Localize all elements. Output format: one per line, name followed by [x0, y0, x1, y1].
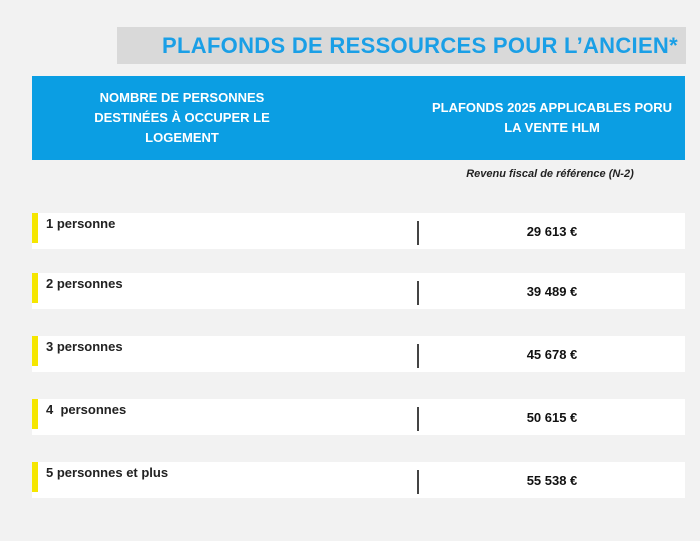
row-divider: [417, 221, 419, 245]
row-marker: [32, 462, 38, 492]
subnote: Revenu fiscal de référence (N-2): [466, 168, 634, 180]
header-persons: NOMBRE DE PERSONNES DESTINÉES À OCCUPER LE LOGEMENT: [94, 90, 270, 145]
row-label: 5 personnes et plus: [46, 465, 169, 480]
row-label: 3 personnes: [46, 339, 123, 354]
row-divider: [417, 470, 419, 494]
table-header: [32, 76, 685, 160]
row-value: 50 615 €: [526, 409, 578, 425]
header-ceilings: PLAFONDS 2025 APPLICABLES PORU LA VENTE HLM: [431, 100, 673, 135]
row-label: 2 personnes: [46, 276, 123, 291]
table-row: [32, 213, 685, 249]
page-title: PLAFONDS DE RESSOURCES POUR L’ANCIEN*: [162, 32, 678, 58]
row-value: 29 613 €: [526, 223, 578, 239]
row-label: 4 personnes: [46, 402, 127, 417]
row-divider: [417, 344, 419, 368]
row-marker: [32, 273, 38, 303]
row-marker: [32, 399, 38, 429]
table-row: [32, 273, 685, 309]
table-row: [32, 462, 685, 498]
title-bar: [117, 27, 686, 64]
row-value: 55 538 €: [526, 472, 578, 488]
table-row: [32, 336, 685, 372]
row-divider: [417, 281, 419, 305]
table-row: [32, 399, 685, 435]
row-value: 39 489 €: [526, 283, 578, 299]
row-marker: [32, 213, 38, 243]
row-value: 45 678 €: [526, 346, 578, 362]
row-label: 1 personne: [46, 216, 116, 231]
row-divider: [417, 407, 419, 431]
row-marker: [32, 336, 38, 366]
